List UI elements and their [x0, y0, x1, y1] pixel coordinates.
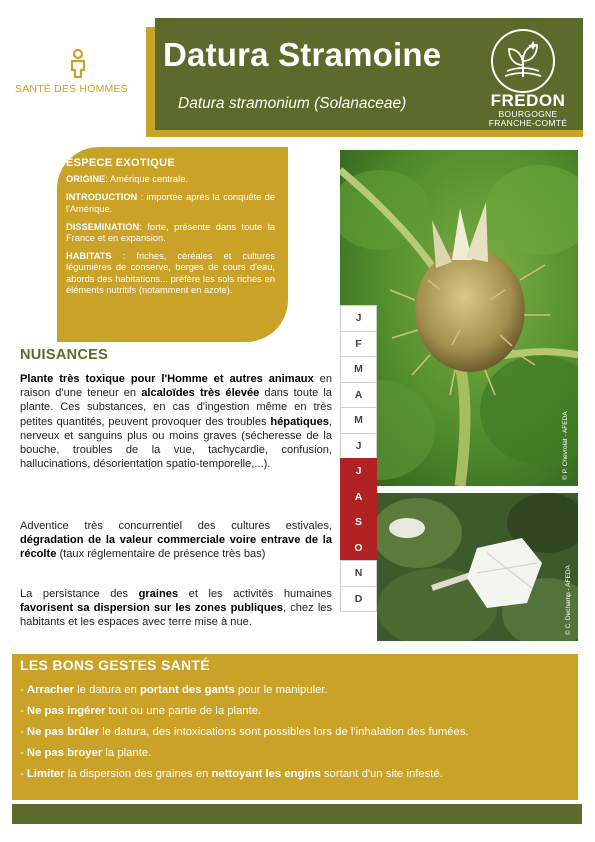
- month-feb: F: [340, 331, 377, 358]
- page-subtitle: Datura stramonium (Solanaceae): [178, 95, 407, 112]
- gestes-item: - Limiter la dispersion des graines en nettoyant les engins sortant d'un site infesté.: [20, 768, 443, 780]
- info-introduction: INTRODUCTION : importée après la conquête de l'Amérique.: [66, 192, 275, 214]
- gestes-item: - Arracher le datura en portant des gants pour le manipuler.: [20, 684, 328, 696]
- gestes-item: - Ne pas ingérer tout ou une partie de la plante.: [20, 705, 262, 717]
- brand-label: SANTÉ DES HOMMES: [15, 83, 128, 95]
- month-mar: M: [340, 356, 377, 383]
- info-dissemination: DISSEMINATION: forte, présente dans toute la France et en expansion.: [66, 221, 275, 244]
- person-icon: [68, 48, 88, 83]
- info-origin: ORIGINE: Amérique centrale.: [66, 174, 188, 185]
- month-jul: J: [340, 458, 377, 485]
- logo-region-2: FRANCHE-COMTÉ: [488, 118, 568, 128]
- nuisances-paragraph-2: Adventice très concurrentiel des cultures estivales, dégradation de la valeur commerciale voire entrave de la récolte (taux réglementaire de présence très bas): [20, 520, 332, 561]
- footer-bar: [12, 804, 582, 824]
- nuisances-title: NUISANCES: [20, 347, 109, 363]
- page-title: Datura Stramoine: [163, 36, 442, 73]
- logo-name: FREDON: [490, 91, 566, 110]
- gestes-item: - Ne pas brûler le datura, des intoxications sont possibles lors de l'inhalation des fumées.: [20, 726, 469, 738]
- gestes-item: - Ne pas broyer la plante.: [20, 747, 152, 759]
- nuisances-paragraph-1: Plante très toxique pour l'Homme et autres animaux en raison d'une teneur en alcaloïdes très élevée dans toute la plante. Ces substances, en cas d'ingestion même en très petites quantités, peuvent provoquer des troubles hépatiques, nerveux et sanguins plus ou moins graves (sécheresse de la bouche, troubles de la vue, tachycardie, confusion, hallucinations, désorientation spatio-temporelle,...).: [20, 373, 333, 471]
- fredon-logo-icon: [491, 29, 555, 93]
- gestes-title: LES BONS GESTES SANTÉ: [20, 657, 210, 673]
- photo-credit-1: © P. Chevrolat - AFEDA: [562, 411, 569, 480]
- flower-photo: [377, 493, 578, 641]
- info-habitats: HABITATS : friches, céréales et cultures légumières de conserve, berges de cours d'eau, abords des habitations... préfère les sols riches en éléments nutritifs (notamment en azote).: [66, 251, 275, 295]
- info-content: [66, 158, 275, 303]
- logo-region-1: BOURGOGNE: [498, 109, 558, 119]
- gestes-list: [20, 683, 571, 788]
- month-jan: J: [340, 305, 377, 332]
- month-may: M: [340, 407, 377, 434]
- month-aug: A: [340, 484, 377, 511]
- nuisances-paragraph-3: La persistance des graines et les activités humaines favorisent sa dispersion sur les zones publiques, chez les habitants et les espaces avec terre mise à nue.: [20, 588, 332, 629]
- month-jun: J: [340, 433, 377, 460]
- photo-credit-2: © C. Dechamp - AFEDA: [565, 565, 572, 635]
- month-sep: S: [340, 509, 377, 536]
- months-calendar: [340, 305, 377, 611]
- month-apr: A: [340, 382, 377, 409]
- month-dec: D: [340, 586, 377, 613]
- month-oct: O: [340, 535, 377, 562]
- fredon-logo-text: [478, 92, 578, 128]
- info-heading: ESPECE EXOTIQUE: [66, 157, 176, 169]
- month-nov: N: [340, 560, 377, 587]
